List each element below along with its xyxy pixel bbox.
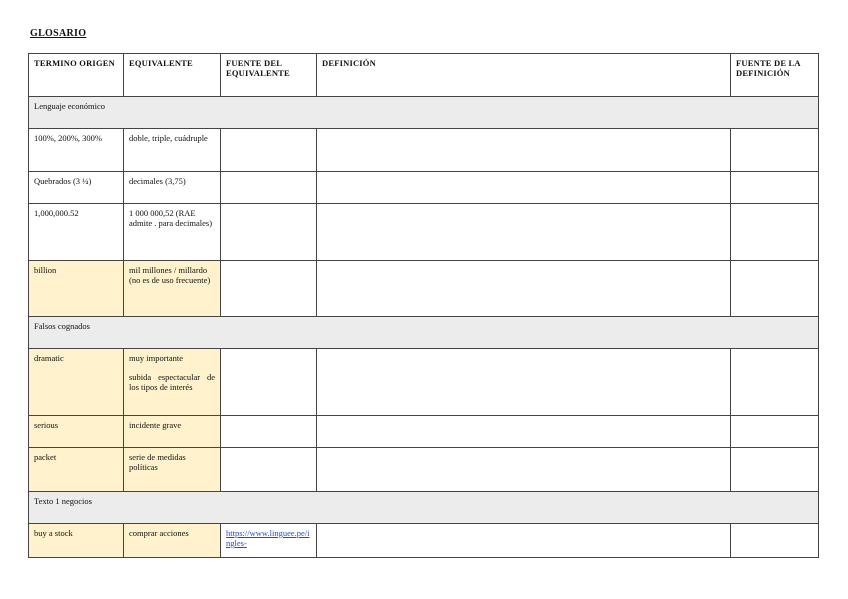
table-row [29, 416, 819, 448]
section-row [29, 492, 819, 524]
term-cell: billion [29, 261, 124, 317]
definition-source-cell [731, 261, 819, 317]
table-row [29, 448, 819, 492]
equivalent-cell [124, 349, 221, 416]
definition-source-cell [731, 524, 819, 558]
header-termino: TERMINO ORIGEN [29, 54, 124, 97]
definition-source-cell [731, 349, 819, 416]
term-cell: Quebrados (3 ¼) [29, 172, 124, 204]
definition-source-cell [731, 172, 819, 204]
equivalent-cell: mil millones / millardo (no es de uso frecuente) [124, 261, 221, 317]
equivalent-cell: 1 000 000,52 (RAE admite . para decimales) [124, 204, 221, 261]
source-cell [221, 129, 317, 172]
term-cell: serious [29, 416, 124, 448]
section-label: Falsos cognados [29, 317, 819, 349]
header-row [29, 54, 819, 97]
section-row [29, 97, 819, 129]
table-row [29, 172, 819, 204]
header-equivalente: EQUIVALENTE [124, 54, 221, 97]
source-link[interactable]: https://www.linguee.pe/ingles- [226, 528, 310, 548]
term-cell: buy a stock [29, 524, 124, 558]
source-cell [221, 416, 317, 448]
definition-cell [317, 524, 731, 558]
definition-cell [317, 261, 731, 317]
section-label: Texto 1 negocios [29, 492, 819, 524]
table-row [29, 261, 819, 317]
section-row [29, 317, 819, 349]
definition-source-cell [731, 204, 819, 261]
document-title: GLOSARIO [30, 28, 87, 39]
table-row [29, 349, 819, 416]
definition-source-cell [731, 448, 819, 492]
source-cell [221, 524, 317, 558]
source-cell [221, 172, 317, 204]
term-cell: packet [29, 448, 124, 492]
header-fuente-equivalente: FUENTE DEL EQUIVALENTE [221, 54, 317, 97]
header-fuente-definicion: FUENTE DE LA DEFINICIÓN [731, 54, 819, 97]
definition-cell [317, 349, 731, 416]
definition-source-cell [731, 129, 819, 172]
table-row [29, 129, 819, 172]
term-cell: dramatic [29, 349, 124, 416]
definition-source-cell [731, 416, 819, 448]
definition-cell [317, 448, 731, 492]
definition-cell [317, 416, 731, 448]
equivalent-cell: doble, triple, cuádruple [124, 129, 221, 172]
equivalent-cell: comprar acciones [124, 524, 221, 558]
equivalent-cell: incidente grave [124, 416, 221, 448]
source-cell [221, 349, 317, 416]
source-cell [221, 448, 317, 492]
term-cell: 100%, 200%, 300% [29, 129, 124, 172]
definition-cell [317, 129, 731, 172]
table-row [29, 204, 819, 261]
equivalent-cell: decimales (3,75) [124, 172, 221, 204]
definition-cell [317, 172, 731, 204]
source-cell [221, 204, 317, 261]
term-cell: 1,000,000.52 [29, 204, 124, 261]
table-row [29, 524, 819, 558]
definition-cell [317, 204, 731, 261]
equivalent-text-2: subida espectacular de los tipos de interés [129, 372, 215, 392]
equivalent-cell: serie de medidas políticas [124, 448, 221, 492]
header-definicion: DEFINICIÓN [317, 54, 731, 97]
glossary-table [28, 53, 819, 558]
equivalent-text-1: muy importante [129, 353, 184, 363]
source-cell [221, 261, 317, 317]
section-label: Lenguaje económico [29, 97, 819, 129]
